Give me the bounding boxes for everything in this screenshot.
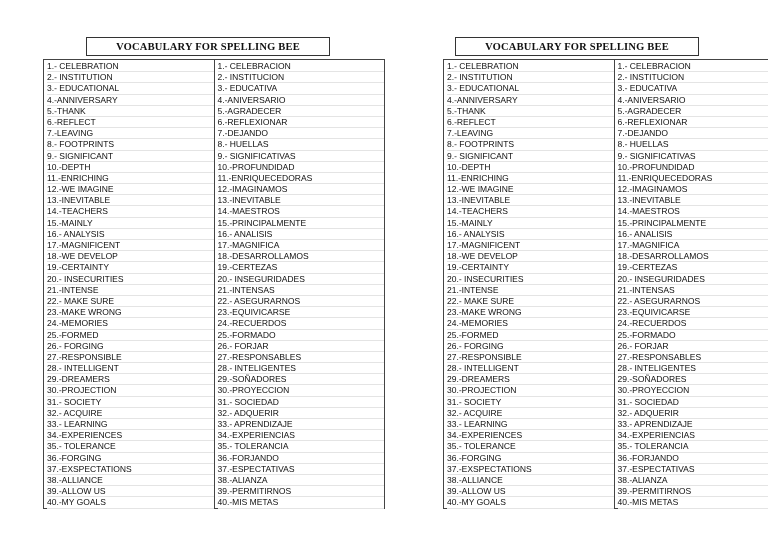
english-word: 38.-ALLIANCE [447, 475, 614, 486]
spanish-word: 16.- ANALISIS [218, 229, 385, 240]
spanish-word: 17.-MAGNIFICA [218, 240, 385, 251]
spanish-word: 38.-ALIANZA [618, 475, 768, 486]
spanish-word: 35.- TOLERANCIA [618, 441, 768, 452]
spanish-word: 22.- ASEGURARNOS [618, 296, 768, 307]
english-word: 11.-ENRICHING [447, 173, 614, 184]
english-word: 24.-MEMORIES [447, 318, 614, 329]
spanish-word: 31.- SOCIEDAD [618, 397, 768, 408]
spanish-word: 39.-PERMITIRNOS [618, 486, 768, 497]
spanish-word: 29.-SOÑADORES [218, 374, 385, 385]
spanish-word: 30.-PROYECCION [218, 385, 385, 396]
spanish-word: 36.-FORJANDO [618, 453, 768, 464]
spanish-word: 7.-DEJANDO [218, 128, 385, 139]
spanish-word: 14.-MAESTROS [618, 206, 768, 217]
spanish-word: 2.- INSTITUCION [218, 72, 385, 83]
english-word: 13.-INEVITABLE [47, 195, 214, 206]
spanish-word: 32.- ADQUERIR [618, 408, 768, 419]
english-word: 13.-INEVITABLE [447, 195, 614, 206]
english-word: 10.-DEPTH [47, 162, 214, 173]
spanish-word: 15.-PRINCIPALMENTE [618, 218, 768, 229]
english-word: 8.- FOOTPRINTS [447, 139, 614, 150]
english-word: 5.-THANK [447, 106, 614, 117]
english-word: 37.-EXSPECTATIONS [47, 464, 214, 475]
spanish-word: 15.-PRINCIPALMENTE [218, 218, 385, 229]
spanish-word: 9.- SIGNIFICATIVAS [218, 151, 385, 162]
spanish-word: 18.-DESARROLLAMOS [618, 251, 768, 262]
english-word: 25.-FORMED [47, 330, 214, 341]
english-word: 21.-INTENSE [447, 285, 614, 296]
english-word: 22.- MAKE SURE [447, 296, 614, 307]
spanish-word: 35.- TOLERANCIA [218, 441, 385, 452]
english-word: 36.-FORGING [47, 453, 214, 464]
spanish-word: 14.-MAESTROS [218, 206, 385, 217]
spanish-word: 39.-PERMITIRNOS [218, 486, 385, 497]
spanish-word: 26.- FORJAR [218, 341, 385, 352]
spanish-word: 36.-FORJANDO [218, 453, 385, 464]
spanish-word: 33.- APRENDIZAJE [618, 419, 768, 430]
spanish-word: 18.-DESARROLLAMOS [218, 251, 385, 262]
spanish-word: 10.-PROFUNDIDAD [218, 162, 385, 173]
spanish-word: 17.-MAGNIFICA [618, 240, 768, 251]
english-word: 18.-WE DEVELOP [447, 251, 614, 262]
spanish-word: 13.-INEVITABLE [618, 195, 768, 206]
spanish-word: 1.- CELEBRACION [618, 61, 768, 72]
spanish-word: 9.- SIGNIFICATIVAS [618, 151, 768, 162]
english-word: 37.-EXSPECTATIONS [447, 464, 614, 475]
english-word: 35.- TOLERANCE [447, 441, 614, 452]
english-word: 29.-DREAMERS [47, 374, 214, 385]
english-word: 12.-WE IMAGINE [447, 184, 614, 195]
english-word: 39.-ALLOW US [447, 486, 614, 497]
english-word: 25.-FORMED [447, 330, 614, 341]
spanish-word: 11.-ENRIQUECEDORAS [618, 173, 768, 184]
spanish-word: 24.-RECUERDOS [618, 318, 768, 329]
spanish-word: 3.- EDUCATIVA [618, 83, 768, 94]
english-word: 23.-MAKE WRONG [447, 307, 614, 318]
english-word: 3.- EDUCATIONAL [447, 83, 614, 94]
english-word: 21.-INTENSE [47, 285, 214, 296]
english-word: 19.-CERTAINTY [447, 262, 614, 273]
english-word: 23.-MAKE WRONG [47, 307, 214, 318]
english-word: 7.-LEAVING [447, 128, 614, 139]
english-word: 15.-MAINLY [447, 218, 614, 229]
spanish-word: 12.-IMAGINAMOS [618, 184, 768, 195]
spanish-word: 3.- EDUCATIVA [218, 83, 385, 94]
english-word: 4.-ANNIVERSARY [447, 95, 614, 106]
english-word: 14.-TEACHERS [47, 206, 214, 217]
english-word: 22.- MAKE SURE [47, 296, 214, 307]
spanish-word: 8.- HUELLAS [218, 139, 385, 150]
english-word: 3.- EDUCATIONAL [47, 83, 214, 94]
english-word: 14.-TEACHERS [447, 206, 614, 217]
spanish-word: 29.-SOÑADORES [618, 374, 768, 385]
english-word: 5.-THANK [47, 106, 214, 117]
english-word: 34.-EXPERIENCES [47, 430, 214, 441]
spanish-word: 34.-EXPERIENCIAS [218, 430, 385, 441]
english-word: 12.-WE IMAGINE [47, 184, 214, 195]
spanish-word: 37.-ESPECTATIVAS [618, 464, 768, 475]
spanish-word: 25.-FORMADO [218, 330, 385, 341]
spanish-word: 20.- INSEGURIDADES [218, 274, 385, 285]
english-word: 6.-REFLECT [47, 117, 214, 128]
spanish-word: 27.-RESPONSABLES [218, 352, 385, 363]
spanish-word: 11.-ENRIQUECEDORAS [218, 173, 385, 184]
spanish-word: 38.-ALIANZA [218, 475, 385, 486]
spanish-word: 6.-REFLEXIONAR [618, 117, 768, 128]
spanish-word: 20.- INSEGURIDADES [618, 274, 768, 285]
spanish-word: 30.-PROYECCION [618, 385, 768, 396]
english-word: 33.- LEARNING [447, 419, 614, 430]
spanish-word: 10.-PROFUNDIDAD [618, 162, 768, 173]
english-word: 26.- FORGING [447, 341, 614, 352]
spanish-word: 23.-EQUIVICARSE [618, 307, 768, 318]
spanish-word: 19.-CERTEZAS [618, 262, 768, 273]
spanish-word: 12.-IMAGINAMOS [218, 184, 385, 195]
spanish-word: 23.-EQUIVICARSE [218, 307, 385, 318]
english-word: 7.-LEAVING [47, 128, 214, 139]
english-word: 26.- FORGING [47, 341, 214, 352]
english-word: 31.- SOCIETY [47, 397, 214, 408]
english-word: 9.- SIGNIFICANT [447, 151, 614, 162]
english-word: 17.-MAGNIFICENT [447, 240, 614, 251]
english-word: 2.- INSTITUTION [47, 72, 214, 83]
english-word: 40.-MY GOALS [447, 497, 614, 508]
spanish-word: 6.-REFLEXIONAR [218, 117, 385, 128]
spanish-word: 16.- ANALISIS [618, 229, 768, 240]
page-title-right: VOCABULARY FOR SPELLING BEE [455, 37, 699, 56]
spanish-word: 34.-EXPERIENCIAS [618, 430, 768, 441]
english-word: 28.- INTELLIGENT [47, 363, 214, 374]
spanish-word: 13.-INEVITABLE [218, 195, 385, 206]
spanish-word: 8.- HUELLAS [618, 139, 768, 150]
english-word: 31.- SOCIETY [447, 397, 614, 408]
english-word: 10.-DEPTH [447, 162, 614, 173]
english-word: 34.-EXPERIENCES [447, 430, 614, 441]
english-word: 33.- LEARNING [47, 419, 214, 430]
page-title-left: VOCABULARY FOR SPELLING BEE [86, 37, 330, 56]
english-word: 17.-MAGNIFICENT [47, 240, 214, 251]
spanish-word: 7.-DEJANDO [618, 128, 768, 139]
english-word: 27.-RESPONSIBLE [447, 352, 614, 363]
spanish-word: 21.-INTENSAS [218, 285, 385, 296]
english-word: 20.- INSECURITIES [47, 274, 214, 285]
english-word: 30.-PROJECTION [447, 385, 614, 396]
english-word: 6.-REFLECT [447, 117, 614, 128]
spanish-word: 5.-AGRADECER [218, 106, 385, 117]
english-word: 27.-RESPONSIBLE [47, 352, 214, 363]
english-word: 35.- TOLERANCE [47, 441, 214, 452]
spanish-word: 22.- ASEGURARNOS [218, 296, 385, 307]
spanish-word: 31.- SOCIEDAD [218, 397, 385, 408]
english-word: 19.-CERTAINTY [47, 262, 214, 273]
english-word-list [444, 60, 615, 508]
english-word: 1.- CELEBRATION [47, 61, 214, 72]
english-word: 9.- SIGNIFICANT [47, 151, 214, 162]
spanish-word: 25.-FORMADO [618, 330, 768, 341]
spanish-word: 21.-INTENSAS [618, 285, 768, 296]
english-word: 4.-ANNIVERSARY [47, 95, 214, 106]
english-word: 28.- INTELLIGENT [447, 363, 614, 374]
english-word: 18.-WE DEVELOP [47, 251, 214, 262]
spanish-word: 37.-ESPECTATIVAS [218, 464, 385, 475]
english-word: 24.-MEMORIES [47, 318, 214, 329]
english-word: 38.-ALLIANCE [47, 475, 214, 486]
english-word: 29.-DREAMERS [447, 374, 614, 385]
english-word: 32.- ACQUIRE [447, 408, 614, 419]
english-word: 39.-ALLOW US [47, 486, 214, 497]
spanish-word: 32.- ADQUERIR [218, 408, 385, 419]
vocabulary-sheet-right [443, 59, 768, 509]
spanish-word: 19.-CERTEZAS [218, 262, 385, 273]
spanish-word: 40.-MIS METAS [618, 497, 768, 508]
english-word: 15.-MAINLY [47, 218, 214, 229]
english-word: 36.-FORGING [447, 453, 614, 464]
spanish-word: 33.- APRENDIZAJE [218, 419, 385, 430]
spanish-word: 28.- INTELIGENTES [618, 363, 768, 374]
spanish-word: 26.- FORJAR [618, 341, 768, 352]
english-word: 1.- CELEBRATION [447, 61, 614, 72]
spanish-word: 2.- INSTITUCION [618, 72, 768, 83]
spanish-word: 4.-ANIVERSARIO [618, 95, 768, 106]
english-word: 16.- ANALYSIS [47, 229, 214, 240]
english-word: 8.- FOOTPRINTS [47, 139, 214, 150]
spanish-word: 40.-MIS METAS [218, 497, 385, 508]
spanish-word: 1.- CELEBRACION [218, 61, 385, 72]
spanish-word: 24.-RECUERDOS [218, 318, 385, 329]
spanish-word-list [215, 60, 385, 508]
english-word: 11.-ENRICHING [47, 173, 214, 184]
vocabulary-sheet-left [43, 59, 385, 509]
english-word: 2.- INSTITUTION [447, 72, 614, 83]
english-word: 30.-PROJECTION [47, 385, 214, 396]
spanish-word: 28.- INTELIGENTES [218, 363, 385, 374]
english-word: 32.- ACQUIRE [47, 408, 214, 419]
english-word: 40.-MY GOALS [47, 497, 214, 508]
english-word: 16.- ANALYSIS [447, 229, 614, 240]
spanish-word: 4.-ANIVERSARIO [218, 95, 385, 106]
english-word-list [44, 60, 215, 508]
spanish-word: 5.-AGRADECER [618, 106, 768, 117]
english-word: 20.- INSECURITIES [447, 274, 614, 285]
spanish-word-list [615, 60, 768, 508]
spanish-word: 27.-RESPONSABLES [618, 352, 768, 363]
